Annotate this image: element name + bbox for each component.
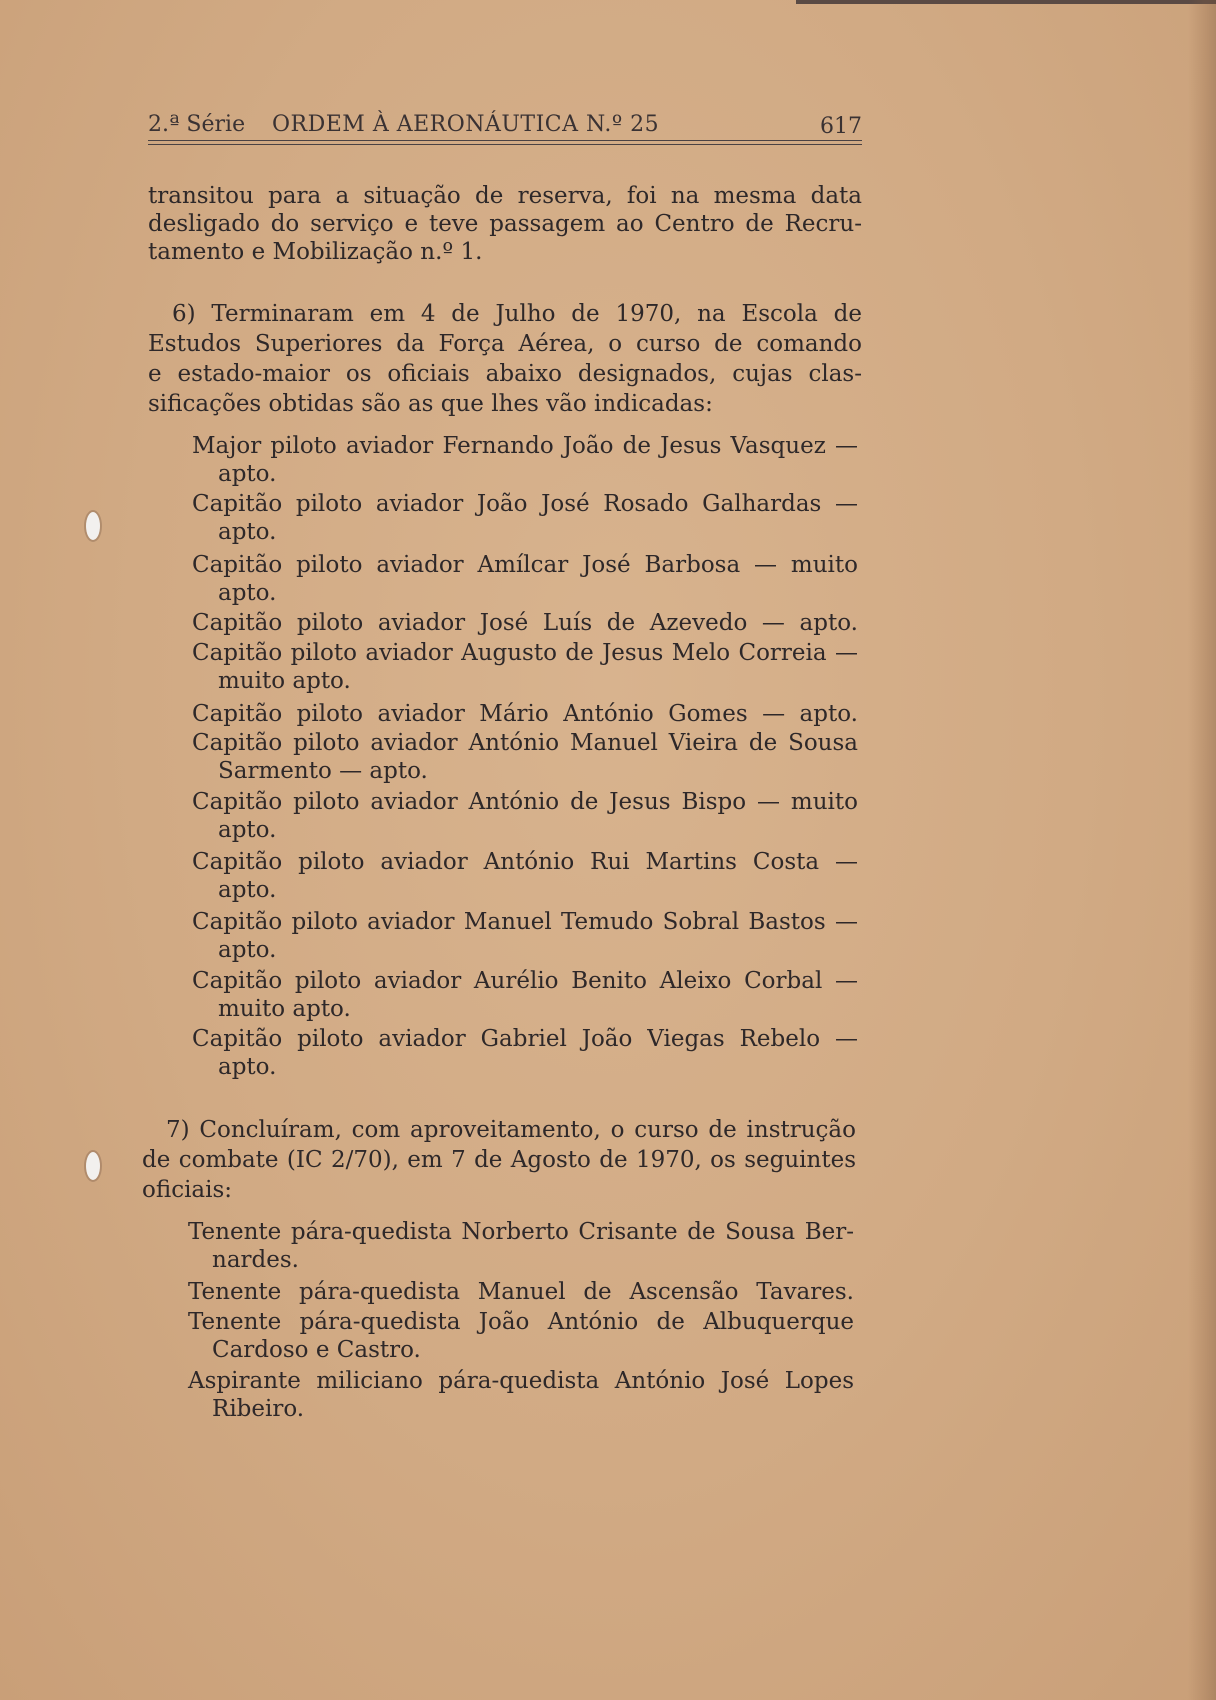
officer-entry-line: Major piloto aviador Fernando João de Jesus Vasquez —	[192, 433, 858, 459]
paragraph-7-line: oficiais:	[142, 1177, 233, 1203]
paragraph-6-line: 6) Terminaram em 4 de Julho de 1970, na Escola de	[172, 301, 862, 327]
officer-entry-line: Capitão piloto aviador João José Rosado Galhardas —	[192, 491, 858, 517]
officer-entry-line: Tenente pára-quedista Manuel de Ascensão Tavares.	[188, 1279, 854, 1305]
officer-entry-line: Capitão piloto aviador António Rui Martins Costa —	[192, 849, 858, 875]
officer-entry-line: apto.	[218, 519, 277, 545]
officer-entry-line: apto.	[218, 461, 277, 487]
text-line: desligado do serviço e teve passagem ao Centro de Recru-	[148, 211, 862, 237]
officer-entry-line: apto.	[218, 1054, 277, 1080]
publication-title: ORDEM À AERONÁUTICA N.º 25	[272, 112, 660, 137]
officer-entry-line: Capitão piloto aviador Manuel Temudo Sobral Bastos —	[192, 909, 858, 935]
officer-entry-line: Ribeiro.	[212, 1396, 305, 1422]
officer-entry-line: apto.	[218, 937, 277, 963]
paragraph-6-line: Estudos Superiores da Força Aérea, o curso de comando	[148, 331, 862, 357]
officer-entry-line: Capitão piloto aviador António de Jesus Bispo — muito	[192, 789, 858, 815]
paragraph-7-line: de combate (IC 2/70), em 7 de Agosto de 1970, os seguintes	[142, 1147, 856, 1173]
paragraph-6-line: e estado-maior os oficiais abaixo designados, cujas clas-	[148, 361, 862, 387]
officer-entry-line: Capitão piloto aviador Amílcar José Barbosa — muito	[192, 552, 858, 578]
officer-entry-line: Cardoso e Castro.	[212, 1337, 421, 1363]
page-number: 617	[820, 114, 862, 139]
officer-entry-line: Aspirante miliciano pára-quedista António José Lopes	[188, 1368, 854, 1394]
officer-entry-line: muito apto.	[218, 668, 351, 694]
officer-entry-line: Sarmento — apto.	[218, 758, 428, 784]
text-line: tamento e Mobilização n.º 1.	[148, 239, 483, 265]
officer-entry-line: Capitão piloto aviador Aurélio Benito Aleixo Corbal —	[192, 968, 858, 994]
officer-entry-line: apto.	[218, 580, 277, 606]
officer-entry-line: Capitão piloto aviador Gabriel João Viegas Rebelo —	[192, 1026, 858, 1052]
officer-entry-line: apto.	[218, 877, 277, 903]
officer-entry-line: Tenente pára-quedista João António de Albuquerque	[188, 1309, 854, 1335]
paragraph-7-line: 7) Concluíram, com aproveitamento, o curso de instrução	[166, 1117, 856, 1143]
series-label: 2.ª Série	[148, 112, 246, 137]
officer-entry-line: apto.	[218, 817, 277, 843]
officer-entry-line: Capitão piloto aviador José Luís de Azevedo — apto.	[192, 610, 858, 636]
paragraph-6-line: sificações obtidas são as que lhes vão indicadas:	[148, 391, 713, 417]
text-line: transitou para a situação de reserva, foi na mesma data	[148, 183, 862, 209]
officer-entry-line: Tenente pára-quedista Norberto Crisante de Sousa Ber-	[188, 1219, 854, 1245]
officer-entry-line: Capitão piloto aviador Mário António Gomes — apto.	[192, 701, 858, 727]
officer-entry-line: muito apto.	[218, 996, 351, 1022]
officer-entry-line: Capitão piloto aviador António Manuel Vieira de Sousa	[192, 730, 858, 756]
officer-entry-line: nardes.	[212, 1247, 299, 1273]
officer-entry-line: Capitão piloto aviador Augusto de Jesus Melo Correia —	[192, 640, 858, 666]
